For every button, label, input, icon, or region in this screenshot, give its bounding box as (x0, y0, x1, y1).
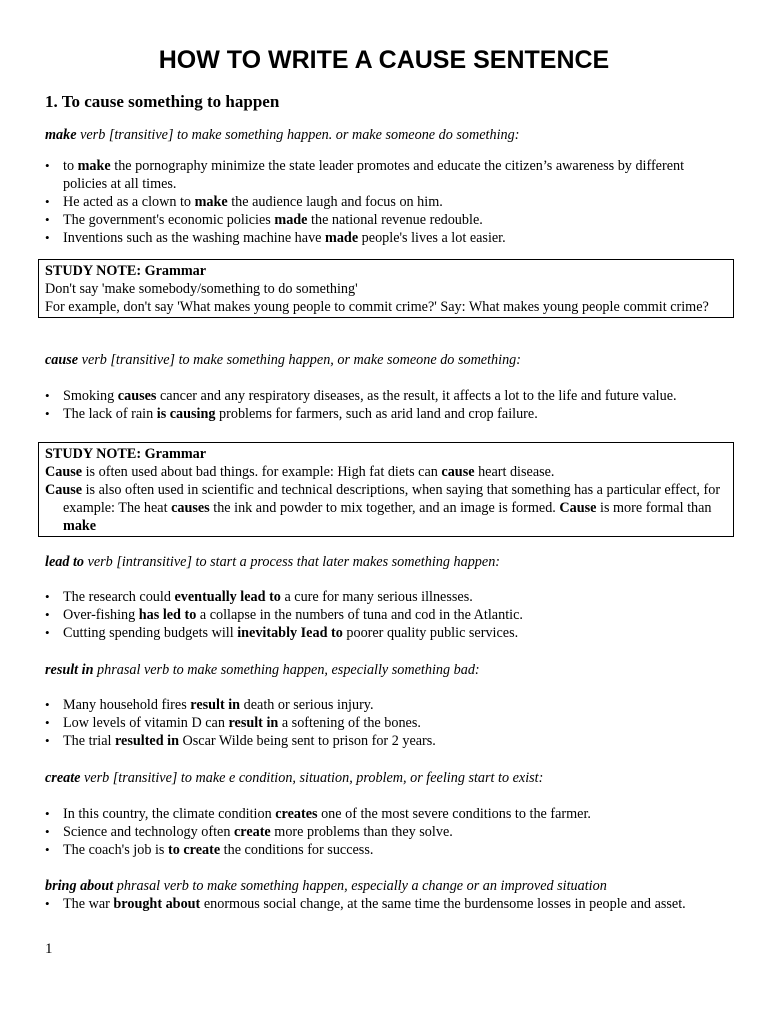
definition-result-in (45, 661, 480, 679)
term: make (45, 127, 77, 143)
list-item: • Smoking causes cancer and any respiratory diseases, as the result, it affects a lot to the life and future value. (45, 387, 725, 405)
definition-text: verb [transitive] to make something happen, or make someone do something: (78, 352, 521, 368)
definition-cause (45, 351, 521, 369)
list-item: • The trial resulted in Oscar Wilde being sent to prison for 2 years. (45, 732, 725, 750)
bullet-list-result-in (45, 696, 725, 750)
definition-text: phrasal verb to make something happen, especially something bad: (93, 662, 480, 678)
list-item: • Inventions such as the washing machine have made people's lives a lot easier. (45, 229, 725, 247)
definition-bring-about (45, 877, 607, 895)
term: lead to (45, 554, 85, 570)
term: cause (45, 352, 79, 368)
list-item: • He acted as a clown to make the audience laugh and focus on him. (45, 193, 725, 211)
definition-text: verb [intransitive] to start a process that later makes something happen: (84, 554, 501, 570)
list-item: • The government's economic policies made the national revenue redouble. (45, 211, 725, 229)
study-note-line: Cause is often used about bad things. for example: High fat diets can cause heart disease. (45, 464, 555, 480)
definition-text: verb [transitive] to make something happen. or make someone do something: (76, 127, 520, 143)
list-item: • In this country, the climate condition creates one of the most severe conditions to the farmer. (45, 805, 725, 823)
list-item: • Science and technology often create more problems than they solve. (45, 823, 725, 841)
study-note-line: Cause is also often used in scientific and technical descriptions, when saying that something has a particular effect, for example: The heat causes the ink and powder to mix together, and an image is formed. Cause is more formal than make (45, 482, 721, 534)
bullet-list-make (45, 157, 725, 247)
study-note-box (38, 259, 734, 318)
definition-create (45, 769, 543, 787)
list-item: • Low levels of vitamin D can result in a softening of the bones. (45, 714, 725, 732)
list-item: • Cutting spending budgets will inevitably Iead to poorer quality public services. (45, 624, 725, 642)
definition-make (45, 126, 519, 144)
term: bring about (45, 878, 114, 894)
study-note-box (38, 442, 734, 537)
list-item: • The research could eventually lead to a cure for many serious illnesses. (45, 588, 725, 606)
list-item: • The lack of rain is causing problems for farmers, such as arid land and crop failure. (45, 405, 725, 423)
bullet-list-create (45, 805, 725, 859)
list-item: • Many household fires result in death or serious injury. (45, 696, 725, 714)
page-title: HOW TO WRITE A CAUSE SENTENCE (158, 46, 610, 74)
list-item: • to make the pornography minimize the state leader promotes and educate the citizen’s awareness by different policies at all times. (45, 157, 725, 193)
study-note-line: Don't say 'make somebody/something to do something' (45, 281, 358, 297)
term: result in (45, 662, 94, 678)
list-item: • Over-fishing has led to a collapse in the numbers of tuna and cod in the Atlantic. (45, 606, 725, 624)
definition-text: phrasal verb to make something happen, especially a change or an improved situation (113, 878, 607, 894)
section-heading: 1. To cause something to happen (45, 92, 280, 111)
bullet-list-bring-about (45, 895, 725, 913)
bullet-list-lead-to (45, 588, 725, 642)
study-note-heading: STUDY NOTE: Grammar (45, 446, 207, 462)
list-item: • The war brought about enormous social change, at the same time the burdensome losses in people and asset. (45, 895, 725, 913)
study-note-heading: STUDY NOTE: Grammar (45, 263, 207, 279)
term: create (45, 770, 81, 786)
page-number: 1 (45, 941, 53, 957)
definition-text: verb [transitive] to make e condition, situation, problem, or feeling start to exist: (80, 770, 544, 786)
definition-lead-to (45, 553, 500, 571)
list-item: • The coach's job is to create the conditions for success. (45, 841, 725, 859)
study-note-line: For example, don't say 'What makes young people to commit crime?' Say: What makes young people commit crime? (45, 299, 709, 315)
bullet-list-cause (45, 387, 725, 423)
